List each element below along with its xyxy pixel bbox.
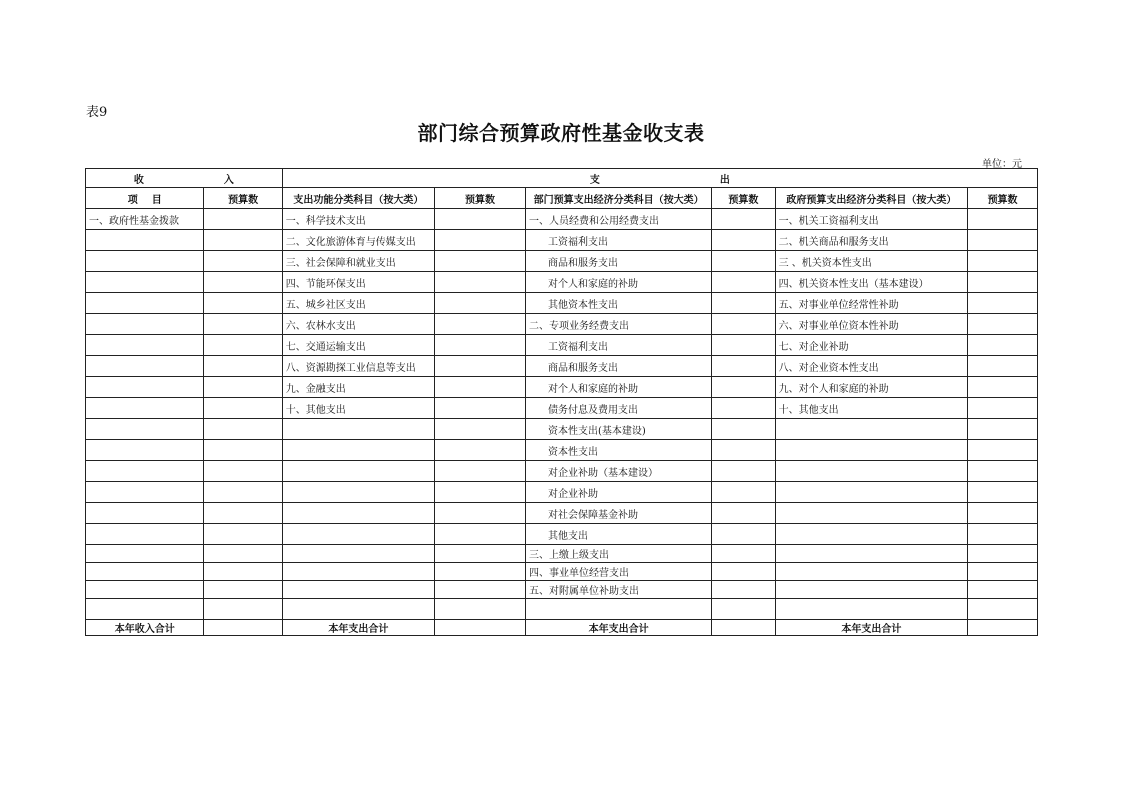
income-header — [86, 169, 283, 188]
gov-cell: 十、其他支出 — [775, 398, 968, 419]
income-budget-cell — [204, 599, 282, 620]
dept-cell: 五、对附属单位补助支出 — [526, 581, 712, 599]
func-budget-cell — [435, 563, 526, 581]
gov-cell: 一、机关工资福利支出 — [775, 209, 968, 230]
income-cell — [86, 503, 204, 524]
income-cell — [86, 335, 204, 356]
income-cell — [86, 356, 204, 377]
table-row — [86, 419, 1038, 440]
gov-total: 本年支出合计 — [775, 620, 968, 636]
gov-cell: 七、对企业补助 — [775, 335, 968, 356]
header-row — [86, 169, 1038, 188]
gov-cell — [775, 503, 968, 524]
dept-budget-cell — [712, 272, 775, 293]
gov-budget-cell — [968, 563, 1038, 581]
income-budget-cell — [204, 377, 282, 398]
dept-budget-cell — [712, 314, 775, 335]
gov-budget-cell — [968, 356, 1038, 377]
income-budget-cell — [204, 356, 282, 377]
table-row — [86, 545, 1038, 563]
income-cell — [86, 398, 204, 419]
income-cell — [86, 599, 204, 620]
income-total-value — [204, 620, 282, 636]
income-cell — [86, 419, 204, 440]
dept-cell: 四、事业单位经营支出 — [526, 563, 712, 581]
table-row — [86, 335, 1038, 356]
table-row — [86, 356, 1038, 377]
func-budget-cell — [435, 209, 526, 230]
dept-cell: 三、上缴上级支出 — [526, 545, 712, 563]
dept-cell: 对个人和家庭的补助 — [526, 272, 712, 293]
income-cell — [86, 251, 204, 272]
income-cell — [86, 293, 204, 314]
func-cell — [282, 419, 434, 440]
gov-budget-cell — [968, 377, 1038, 398]
table-row — [86, 209, 1038, 230]
dept-budget-cell — [712, 209, 775, 230]
dept-cell: 对企业补助 — [526, 482, 712, 503]
income-budget-cell — [204, 503, 282, 524]
func-budget-cell — [435, 356, 526, 377]
gov-cell — [775, 581, 968, 599]
dept-budget-cell — [712, 335, 775, 356]
income-cell — [86, 482, 204, 503]
dept-cell: 商品和服务支出 — [526, 356, 712, 377]
income-budget-cell — [204, 461, 282, 482]
income-budget-cell — [204, 524, 282, 545]
income-cell — [86, 314, 204, 335]
col-budget-2: 预算数 — [435, 188, 526, 209]
income-cell — [86, 461, 204, 482]
income-budget-cell — [204, 209, 282, 230]
dept-budget-cell — [712, 377, 775, 398]
func-budget-cell — [435, 581, 526, 599]
func-cell: 六、农林水支出 — [282, 314, 434, 335]
gov-cell — [775, 563, 968, 581]
gov-budget-cell — [968, 293, 1038, 314]
func-cell: 八、资源勘探工业信息等支出 — [282, 356, 434, 377]
dept-cell: 商品和服务支出 — [526, 251, 712, 272]
col-dept-econ: 部门预算支出经济分类科目（按大类） — [526, 188, 712, 209]
dept-budget-cell — [712, 563, 775, 581]
income-cell — [86, 581, 204, 599]
dept-cell: 资本性支出(基本建设) — [526, 419, 712, 440]
dept-budget-cell — [712, 419, 775, 440]
func-budget-cell — [435, 230, 526, 251]
income-header-a: 收 — [133, 174, 144, 186]
func-budget-cell — [435, 251, 526, 272]
dept-cell: 债务付息及费用支出 — [526, 398, 712, 419]
table-row — [86, 482, 1038, 503]
func-budget-cell — [435, 461, 526, 482]
func-cell — [282, 524, 434, 545]
dept-budget-cell — [712, 524, 775, 545]
income-budget-cell — [204, 272, 282, 293]
func-total-value — [435, 620, 526, 636]
dept-budget-cell — [712, 545, 775, 563]
col-budget-4: 预算数 — [968, 188, 1038, 209]
func-cell — [282, 581, 434, 599]
gov-budget-cell — [968, 230, 1038, 251]
dept-cell: 其他资本性支出 — [526, 293, 712, 314]
dept-cell — [526, 599, 712, 620]
func-cell: 三、社会保障和就业支出 — [282, 251, 434, 272]
func-cell: 九、金融支出 — [282, 377, 434, 398]
income-cell — [86, 563, 204, 581]
income-cell: 一、政府性基金拨款 — [86, 209, 204, 230]
income-total: 本年收入合计 — [86, 620, 204, 636]
income-budget-cell — [204, 293, 282, 314]
budget-table — [85, 168, 1038, 636]
func-budget-cell — [435, 599, 526, 620]
func-budget-cell — [435, 524, 526, 545]
table-row — [86, 440, 1038, 461]
table-row — [86, 293, 1038, 314]
gov-budget-cell — [968, 503, 1038, 524]
col-func-class: 支出功能分类科目（按大类） — [282, 188, 434, 209]
gov-budget-cell — [968, 461, 1038, 482]
func-budget-cell — [435, 314, 526, 335]
table-row — [86, 398, 1038, 419]
dept-budget-cell — [712, 581, 775, 599]
func-budget-cell — [435, 335, 526, 356]
dept-cell: 资本性支出 — [526, 440, 712, 461]
income-budget-cell — [204, 581, 282, 599]
income-budget-cell — [204, 440, 282, 461]
func-cell — [282, 482, 434, 503]
total-row — [86, 620, 1038, 636]
dept-budget-cell — [712, 482, 775, 503]
col-item-a: 项 — [127, 194, 138, 206]
func-cell — [282, 599, 434, 620]
gov-cell — [775, 461, 968, 482]
func-budget-cell — [435, 545, 526, 563]
gov-cell: 二、机关商品和服务支出 — [775, 230, 968, 251]
col-item-b: 目 — [151, 194, 162, 206]
func-cell: 五、城乡社区支出 — [282, 293, 434, 314]
dept-cell: 对社会保障基金补助 — [526, 503, 712, 524]
dept-cell: 工资福利支出 — [526, 335, 712, 356]
dept-cell: 一、人员经费和公用经费支出 — [526, 209, 712, 230]
dept-cell: 对企业补助（基本建设） — [526, 461, 712, 482]
dept-cell: 二、专项业务经费支出 — [526, 314, 712, 335]
func-budget-cell — [435, 482, 526, 503]
gov-budget-cell — [968, 398, 1038, 419]
table-row — [86, 503, 1038, 524]
dept-budget-cell — [712, 293, 775, 314]
func-cell — [282, 461, 434, 482]
income-cell — [86, 377, 204, 398]
gov-cell: 五、对事业单位经常性补助 — [775, 293, 968, 314]
table-row — [86, 524, 1038, 545]
income-budget-cell — [204, 314, 282, 335]
gov-budget-cell — [968, 524, 1038, 545]
func-budget-cell — [435, 398, 526, 419]
func-cell: 十、其他支出 — [282, 398, 434, 419]
income-budget-cell — [204, 563, 282, 581]
table-row — [86, 581, 1038, 599]
dept-budget-cell — [712, 503, 775, 524]
func-budget-cell — [435, 272, 526, 293]
income-cell — [86, 545, 204, 563]
func-cell: 七、交通运输支出 — [282, 335, 434, 356]
expense-header-a: 支 — [589, 174, 600, 186]
dept-cell: 对个人和家庭的补助 — [526, 377, 712, 398]
expense-header-b: 出 — [719, 174, 730, 186]
table-row — [86, 461, 1038, 482]
gov-cell: 三 、机关资本性支出 — [775, 251, 968, 272]
income-budget-cell — [204, 482, 282, 503]
func-cell — [282, 503, 434, 524]
gov-budget-cell — [968, 209, 1038, 230]
func-cell: 二、文化旅游体育与传媒支出 — [282, 230, 434, 251]
income-budget-cell — [204, 545, 282, 563]
col-budget-3: 预算数 — [712, 188, 775, 209]
func-budget-cell — [435, 503, 526, 524]
dept-budget-cell — [712, 440, 775, 461]
income-cell — [86, 524, 204, 545]
income-budget-cell — [204, 251, 282, 272]
dept-budget-cell — [712, 599, 775, 620]
income-header-b: 入 — [223, 174, 234, 186]
col-budget-1: 预算数 — [204, 188, 282, 209]
func-total: 本年支出合计 — [282, 620, 434, 636]
col-item — [86, 188, 204, 209]
gov-budget-cell — [968, 599, 1038, 620]
table-row — [86, 272, 1038, 293]
table-row — [86, 314, 1038, 335]
gov-cell: 八、对企业资本性支出 — [775, 356, 968, 377]
gov-budget-cell — [968, 419, 1038, 440]
table-row — [86, 251, 1038, 272]
page-title: 部门综合预算政府性基金收支表 — [417, 121, 705, 145]
dept-budget-cell — [712, 356, 775, 377]
func-budget-cell — [435, 293, 526, 314]
income-cell — [86, 272, 204, 293]
income-budget-cell — [204, 398, 282, 419]
gov-cell — [775, 419, 968, 440]
income-cell — [86, 440, 204, 461]
gov-budget-cell — [968, 440, 1038, 461]
gov-cell — [775, 524, 968, 545]
expense-header — [282, 169, 1037, 188]
dept-budget-cell — [712, 461, 775, 482]
gov-budget-cell — [968, 272, 1038, 293]
income-budget-cell — [204, 419, 282, 440]
gov-cell: 九、对个人和家庭的补助 — [775, 377, 968, 398]
dept-total-value — [712, 620, 775, 636]
gov-budget-cell — [968, 335, 1038, 356]
col-gov-econ: 政府预算支出经济分类科目（按大类） — [775, 188, 968, 209]
func-budget-cell — [435, 419, 526, 440]
dept-budget-cell — [712, 230, 775, 251]
gov-total-value — [968, 620, 1038, 636]
table-row — [86, 230, 1038, 251]
func-budget-cell — [435, 440, 526, 461]
column-header-row — [86, 188, 1038, 209]
income-budget-cell — [204, 335, 282, 356]
func-budget-cell — [435, 377, 526, 398]
func-cell — [282, 440, 434, 461]
table-row — [86, 599, 1038, 620]
func-cell: 四、节能环保支出 — [282, 272, 434, 293]
gov-cell — [775, 482, 968, 503]
gov-budget-cell — [968, 314, 1038, 335]
income-budget-cell — [204, 230, 282, 251]
gov-budget-cell — [968, 581, 1038, 599]
gov-cell — [775, 440, 968, 461]
gov-cell — [775, 545, 968, 563]
func-cell: 一、科学技术支出 — [282, 209, 434, 230]
dept-cell: 工资福利支出 — [526, 230, 712, 251]
func-cell — [282, 545, 434, 563]
table-row — [86, 377, 1038, 398]
func-cell — [282, 563, 434, 581]
dept-total: 本年支出合计 — [526, 620, 712, 636]
unit-label: 单位：元 — [982, 159, 1022, 170]
table-row — [86, 563, 1038, 581]
gov-cell: 四、机关资本性支出（基本建设） — [775, 272, 968, 293]
gov-cell: 六、对事业单位资本性补助 — [775, 314, 968, 335]
gov-cell — [775, 599, 968, 620]
table-number: 表9 — [86, 105, 108, 120]
dept-budget-cell — [712, 398, 775, 419]
gov-budget-cell — [968, 545, 1038, 563]
income-cell — [86, 230, 204, 251]
gov-budget-cell — [968, 251, 1038, 272]
gov-budget-cell — [968, 482, 1038, 503]
dept-cell: 其他支出 — [526, 524, 712, 545]
dept-budget-cell — [712, 251, 775, 272]
